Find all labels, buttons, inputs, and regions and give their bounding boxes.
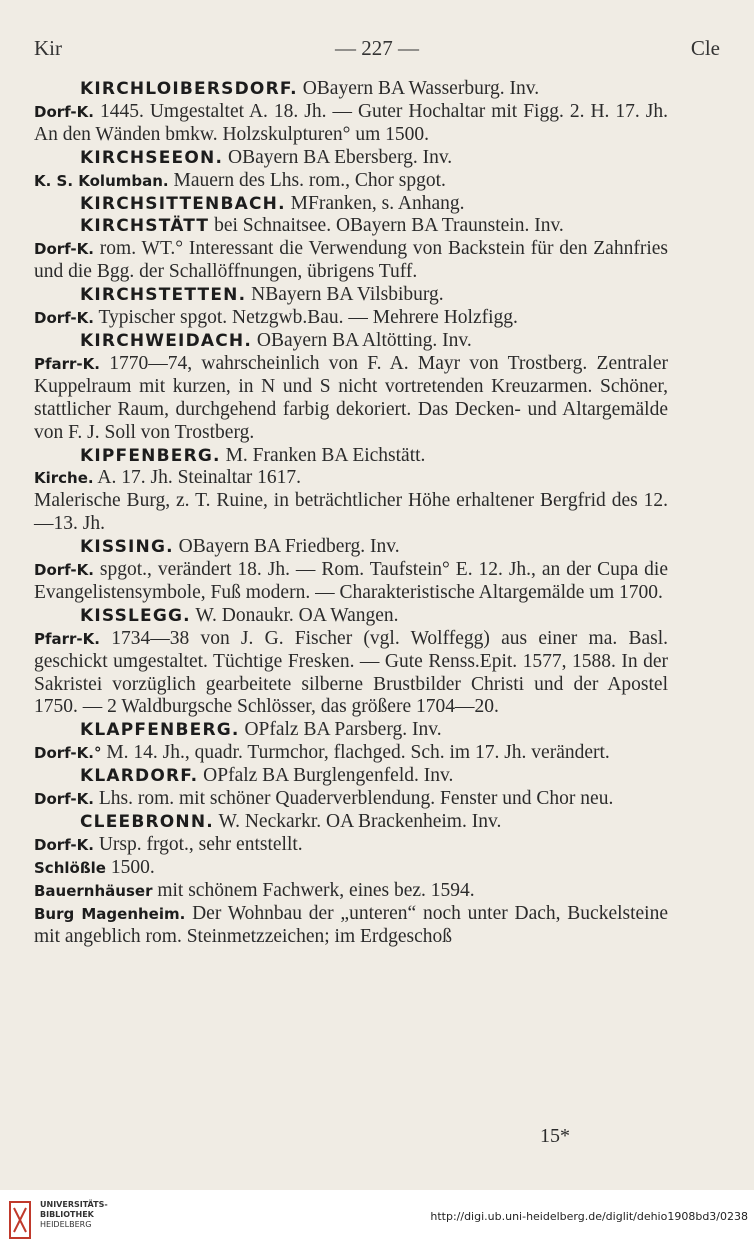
entry-text: Mauern des Lhs. rom., Chor spgot. bbox=[168, 169, 446, 191]
entry-text: M. Franken BA Eichstätt. bbox=[220, 444, 426, 466]
place-heading: KIPFENBERG. bbox=[80, 445, 221, 466]
entry-text: Lhs. rom. mit schöner Quaderverblendung. Fenster und Chor neu. bbox=[93, 788, 614, 810]
entry-label: K. S. Kolumban. bbox=[34, 171, 169, 190]
entry bbox=[34, 101, 668, 147]
entry-text: NBayern BA Vilsbiburg. bbox=[246, 284, 444, 306]
header-right: Cle bbox=[690, 36, 720, 60]
entry-label: Dorf-K. bbox=[34, 561, 94, 580]
page-number: — 227 — bbox=[335, 36, 419, 60]
entry bbox=[34, 307, 668, 330]
entry bbox=[34, 719, 668, 742]
library-line-1: UNIVERSITÄTS- bbox=[40, 1200, 108, 1209]
entry bbox=[34, 238, 668, 284]
place-heading: KIRCHWEIDACH. bbox=[80, 330, 253, 351]
header-left: Kir bbox=[34, 36, 62, 60]
entry bbox=[34, 78, 668, 101]
running-header bbox=[34, 36, 720, 66]
entry-text: OPfalz BA Burglengenfeld. Inv. bbox=[198, 765, 454, 787]
place-heading: CLEEBRONN. bbox=[80, 812, 214, 832]
entry bbox=[34, 834, 668, 857]
entry-label: Burg Magenheim. bbox=[34, 904, 186, 923]
place-heading: KIRCHSTÄTT bbox=[80, 216, 210, 237]
entry-text: 1770—74, wahrscheinlich von F. A. Mayr von Trostberg. Zentraler Kuppelraum mit kurzen, in N und S nicht vortretenden Kreuzarmen. Schöner, stattlicher Raum, durchgehend farbig dekoriert. Das Decken- und Altargemälde von F. J. Soll von Trostberg. bbox=[34, 352, 668, 443]
entry-text: 1445. Umgestaltet A. 18. Jh. — Guter Hochaltar mit Figg. 2. H. 17. Jh. An den Wänden bmkw. Holzskulpturen° um 1500. bbox=[34, 100, 668, 145]
library-line-3: HEIDELBERG bbox=[40, 1220, 92, 1229]
entry bbox=[34, 742, 668, 765]
entry bbox=[34, 284, 668, 307]
entry bbox=[34, 628, 668, 720]
entry-text: W. Donaukr. OA Wangen. bbox=[190, 604, 399, 626]
entry-label: Dorf-K. bbox=[34, 309, 94, 328]
library-name bbox=[40, 1200, 108, 1230]
entry-text: bei Schnaitsee. OBayern BA Traunstein. Inv. bbox=[209, 215, 564, 237]
entry bbox=[34, 559, 668, 605]
entry bbox=[34, 445, 668, 468]
entry-label: Dorf-K. bbox=[34, 790, 94, 809]
place-heading: KLAPFENBERG. bbox=[80, 720, 240, 741]
entry bbox=[34, 490, 668, 536]
entry bbox=[34, 765, 668, 788]
place-heading: KISSING. bbox=[80, 537, 174, 558]
place-heading: KLARDORF. bbox=[80, 766, 199, 787]
entry-text: Der Wohnbau der „unteren“ noch unter Dach, Buckelsteine mit angeblich rom. Steinmetzzeichen; im Erdgeschoß bbox=[34, 902, 668, 947]
entry-text: OBayern BA Altötting. Inv. bbox=[252, 329, 472, 351]
entry bbox=[34, 193, 668, 216]
entry-label: Kirche. bbox=[34, 469, 94, 488]
entry-text: M. 14. Jh., quadr. Turmchor, flachged. Sch. im 17. Jh. verändert. bbox=[101, 742, 610, 764]
entry bbox=[34, 903, 668, 949]
place-heading: KIRCHLOIBERSDORF. bbox=[80, 79, 298, 99]
entry-text: spgot., verändert 18. Jh. — Rom. Taufstein° E. 12. Jh., an der Cupa die Evangelistensymbole, Fuß modern. — Charakteristische Altargemälde um 1700. bbox=[34, 559, 668, 603]
entry bbox=[34, 536, 668, 559]
entry-text: 1734—38 von J. G. Fischer (vgl. Wolffegg) aus einer ma. Basl. geschickt umgestaltet. Tüchtige Fresken. — Gute Renss.Epit. 1577, 1588. In der Sakristei vorzüglich gearbeitete silberne Brustbilder Christi und der Apostel 1750. — 2 Waldburgsche Schlösser, das größere 1704—20. bbox=[34, 627, 668, 718]
entry-text: Malerische Burg, z. T. Ruine, in beträchtlicher Höhe erhaltener Bergfrid des 12.—13. Jh. bbox=[34, 490, 668, 535]
entry bbox=[34, 330, 668, 353]
entry-label: Dorf-K. bbox=[34, 102, 94, 121]
entry bbox=[34, 857, 668, 880]
entry-text: mit schönem Fachwerk, eines bez. 1594. bbox=[152, 879, 475, 901]
entry-text: MFranken, s. Anhang. bbox=[285, 192, 465, 214]
library-line-2: BIBLIOTHEK bbox=[40, 1210, 94, 1219]
entry-text: OBayern BA Wasserburg. Inv. bbox=[297, 78, 540, 99]
entry-text: 1500. bbox=[105, 856, 155, 878]
entry-text: Ursp. frgot., sehr entstellt. bbox=[93, 833, 303, 855]
library-logo-icon bbox=[8, 1200, 32, 1240]
entry-label: Pfarr-K. bbox=[34, 354, 100, 373]
entry-text: OBayern BA Ebersberg. Inv. bbox=[223, 146, 453, 168]
entry bbox=[34, 353, 668, 445]
page-body bbox=[34, 78, 668, 948]
entry bbox=[34, 215, 668, 238]
footer bbox=[0, 1190, 754, 1251]
signature-mark: 15* bbox=[540, 1125, 570, 1147]
entry bbox=[34, 467, 668, 490]
entry-label: Dorf-K.° bbox=[34, 744, 102, 763]
entry-label: Bauernhäuser bbox=[34, 881, 153, 900]
entry bbox=[34, 605, 668, 628]
entry bbox=[34, 170, 668, 193]
place-heading: KIRCHSTETTEN. bbox=[80, 285, 247, 306]
entry-text: A. 17. Jh. Steinaltar 1617. bbox=[93, 467, 302, 489]
entry bbox=[34, 811, 668, 834]
entry bbox=[34, 147, 668, 170]
source-url[interactable]: http://digi.ub.uni-heidelberg.de/diglit/dehio1908bd3/0238 bbox=[430, 1210, 748, 1223]
entry-text: OPfalz BA Parsberg. Inv. bbox=[239, 719, 442, 741]
entry-text: W. Neckarkr. OA Brackenheim. Inv. bbox=[213, 811, 502, 832]
entry-label: Dorf-K. bbox=[34, 240, 94, 259]
entry bbox=[34, 880, 668, 903]
entry-label: Schlößle bbox=[34, 858, 106, 877]
entry-text: Typischer spgot. Netzgwb.Bau. — Mehrere Holzfigg. bbox=[93, 307, 518, 329]
entry-text: rom. WT.° Interessant die Verwendung von Backstein für den Zahnfries und die Bgg. der Schallöffnungen, übrigens Tuff. bbox=[34, 238, 668, 283]
place-heading: KIRCHSEEON. bbox=[80, 147, 224, 168]
entry-text: OBayern BA Friedberg. Inv. bbox=[173, 536, 400, 558]
entry-label: Dorf-K. bbox=[34, 835, 94, 854]
place-heading: KISSLEGG. bbox=[80, 605, 191, 626]
place-heading: KIRCHSITTENBACH. bbox=[80, 193, 286, 214]
entry bbox=[34, 788, 668, 811]
entry-label: Pfarr-K. bbox=[34, 629, 100, 648]
